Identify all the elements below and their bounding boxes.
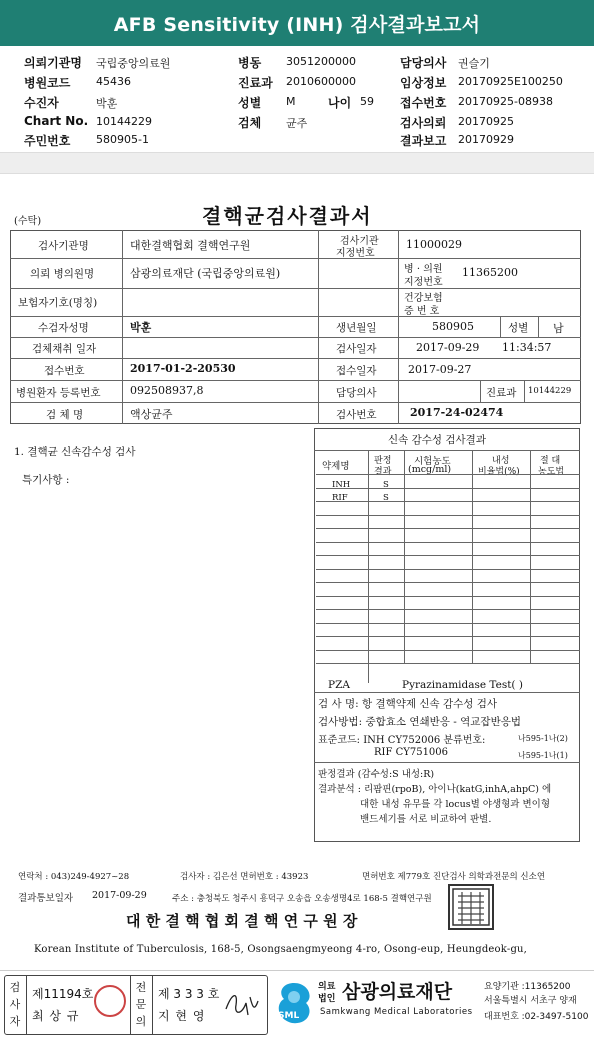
field-label: 검사기관 [340,236,379,247]
patient-name: 박훈 [130,321,152,334]
header-value: 20170925 [458,115,514,128]
grid-line [316,569,580,570]
license-info: 면허번호 제779호 진단검사 의학과전문의 신소연 [362,872,546,882]
field-value: 11365200 [462,266,518,279]
field-value: 2017-01-2-20530 [130,362,236,375]
result-title: 신속 감수성 검사결과 [388,434,486,446]
grid-line [316,501,580,502]
test-number: 2017-24-02474 [410,406,504,419]
field-label: 지정번호 [404,277,443,288]
grid-line [530,450,531,663]
col-header: 판정 [374,456,392,466]
pza-label: PZA [328,679,350,691]
field-value: 10144229 [528,386,572,396]
method-line: 검사방법: 중합효소 연쇄반응 - 역교잡반응법 [318,716,522,728]
signer-number: 제 3 3 3 호 [158,987,220,1001]
drug-name: RIF [332,493,348,503]
field-value: 11000029 [406,238,462,251]
header-label: 의뢰기관명 [24,56,82,70]
signer-name: 최 상 규 [32,1009,80,1023]
header-label: 진료과 [238,76,273,90]
age-label: 나이 [328,96,352,110]
field-label: 검 체 명 [46,409,84,421]
header-label: Chart No. [24,114,89,128]
field-label: 보험자기호(명칭) [18,297,98,309]
signer-number: 제11194호 [32,987,94,1001]
header-value: 국립중앙의료원 [96,57,171,70]
org-code: 요양기관 :11365200 [484,982,571,992]
header-label: 주민번호 [24,134,71,148]
col-header: (mcg/ml) [408,464,452,475]
grid-line [316,542,580,543]
header-label: 병동 [238,56,262,70]
method-line: 검 사 명: 항 결핵약제 신속 감수성 검사 [318,698,498,710]
field-label: 생년월일 [336,322,377,334]
scanned-report [0,174,594,970]
field-value: 2017-09-29 [416,341,480,354]
org-phone: 대표번호 :02-3497-5100 [484,1012,589,1022]
header-value: 박훈 [96,97,118,110]
header-label: 임상정보 [400,76,447,90]
field-label: 성별 [508,322,529,334]
grid-line [472,450,473,663]
header-value: 10144229 [96,115,152,128]
section-divider [0,152,594,174]
field-label: 접수일자 [336,365,377,377]
field-value: 2017-09-27 [408,363,472,376]
org-prefix: 법인 [318,994,336,1004]
grid-line [316,596,580,597]
grid-line [316,582,580,583]
header-value: 균주 [286,117,308,130]
field-label: 증 번 호 [404,306,440,317]
report-date: 2017-09-29 [92,890,147,901]
logo-text: SML [278,1011,300,1021]
org-name: 삼광의료재단 [342,981,453,1003]
signature-footer [0,970,594,1040]
field-value: 남 [553,322,564,335]
field-label: 검사번호 [336,409,377,421]
grid-line [316,528,580,529]
header-value: 580905-1 [96,133,149,146]
red-seal [94,985,126,1017]
header-value: 20170925-08938 [458,95,553,108]
col-header: 내성 [492,456,510,466]
field-label: 접수번호 [44,365,85,377]
grid-line [316,650,580,651]
col-header: 결과 [374,467,392,477]
field-label: 검체채취 일자 [32,343,97,355]
report-heading: 결핵균검사결과서 [202,204,373,228]
interpret-line: 대한 내성 유무를 각 locus별 야생형과 변이형 [360,799,551,810]
interpret-line: 결과분석 : 리팜핀(rpoB), 아이나(katG,inhA,ahpC) 에 [318,784,552,795]
field-value: 092508937,8 [130,384,204,397]
grid-line [316,663,580,664]
report-title: AFB Sensitivity (INH) 검사결과보고서 [0,0,594,46]
col-header: 시험농도 [414,456,451,467]
header-label: 검체 [238,116,262,130]
age-value: 59 [360,95,374,108]
header-label: 수진자 [24,96,59,110]
header-label: 병원코드 [24,76,71,90]
field-value: 삼광의료재단 (국립중앙의료원) [130,267,281,280]
field-label: 병 · 의원 [404,264,443,275]
checker-info: 검사자 : 김은선 면허번호 : 43923 [180,872,309,882]
field-label: 검사일자 [336,343,377,355]
field-label: 검사기관명 [38,240,89,252]
col-header: 절 대 [540,456,561,466]
col-header: 농도법 [538,467,565,477]
field-label: 의뢰 병의원명 [30,268,95,280]
interpret-line: 판정결과 (감수성:S 내성:R) [318,769,435,780]
field-label: 병원환자 등록번호 [16,387,101,399]
field-value: 대한결핵협회 결핵연구원 [130,239,251,252]
patient-header [0,46,594,150]
header-value: M [286,95,296,108]
method-line: 표준코드: INH CY752006 분류번호: [318,735,486,746]
col-header: 비율법(%) [478,467,520,477]
header-value: 권슬기 [458,57,490,70]
contact-info: 연락처 : 043)249-4927~28 [18,872,130,882]
grid-line [316,515,580,516]
org-prefix: 의료 [318,982,336,992]
grid-line [316,623,580,624]
field-value: 액상균주 [130,408,173,421]
grid-line [316,474,580,475]
grid-line [316,636,580,637]
header-label: 성별 [238,96,262,110]
field-label: 지정번호 [336,248,375,259]
header-value: 3051200000 [286,55,356,68]
field-label: 담당의사 [336,387,377,399]
test-item: 1. 결핵균 신속감수성 검사 [14,446,136,458]
signer-name: 지 현 영 [158,1009,206,1023]
remarks-label: 특기사항 : [22,474,70,486]
header-value: 45436 [96,75,131,88]
official-seal [448,884,494,930]
signer-role: 전문의 [135,981,147,1028]
field-label: 수검자성명 [38,322,89,334]
institute-english: Korean Institute of Tuberculosis, 168-5, Osongsaengmyeong 4-ro, Osong-eup, Heungdeok-gu, [34,944,528,955]
report-date-label: 결과통보일자 [18,893,74,904]
col-header: 약제명 [322,461,350,472]
org-english: Samkwang Medical Laboratories [320,1007,473,1017]
handwritten-signature [222,987,262,1021]
grid-line [316,609,580,610]
header-value: 20170929 [458,133,514,146]
field-value: 11:34:57 [502,341,552,354]
header-value: 20170925E100250 [458,75,563,88]
grid-line [316,555,580,556]
sml-logo-icon [272,979,316,1029]
grid-line [404,450,405,663]
method-line: RIF CY751006 [374,747,449,758]
header-value: 2010600000 [286,75,356,88]
header-label: 접수번호 [400,96,447,110]
report-tag: (수탁) [14,216,42,227]
method-code: 나595-1나(1) [518,751,568,760]
signer-role: 검사자 [9,981,21,1028]
pza-value: Pyrazinamidase Test( ) [402,679,523,691]
interpret-line: 밴드세기를 서로 비교하여 판별. [360,814,492,825]
field-label: 진료과 [486,387,517,399]
drug-name: INH [332,480,351,490]
drug-result: S [383,493,389,503]
header-label: 검사의뢰 [400,116,447,130]
org-address: 서울특별시 서초구 양재 [484,996,577,1006]
drug-result: S [383,480,389,490]
grid-line [368,450,369,663]
header-label: 담당의사 [400,56,447,70]
field-value: 580905 [432,320,474,333]
field-label: 건강보험 [404,293,443,304]
grid-line [368,663,369,683]
institute-address: 주소 : 충청북도 청주시 흥덕구 오송읍 오송생명4로 168-5 결핵연구원 [172,894,432,904]
header-label: 결과보고 [400,134,447,148]
method-code: 나595-1나(2) [518,734,568,743]
grid-line [316,488,580,489]
institute-name: 대 한 결 핵 협 회 결 핵 연 구 원 장 [126,912,358,930]
